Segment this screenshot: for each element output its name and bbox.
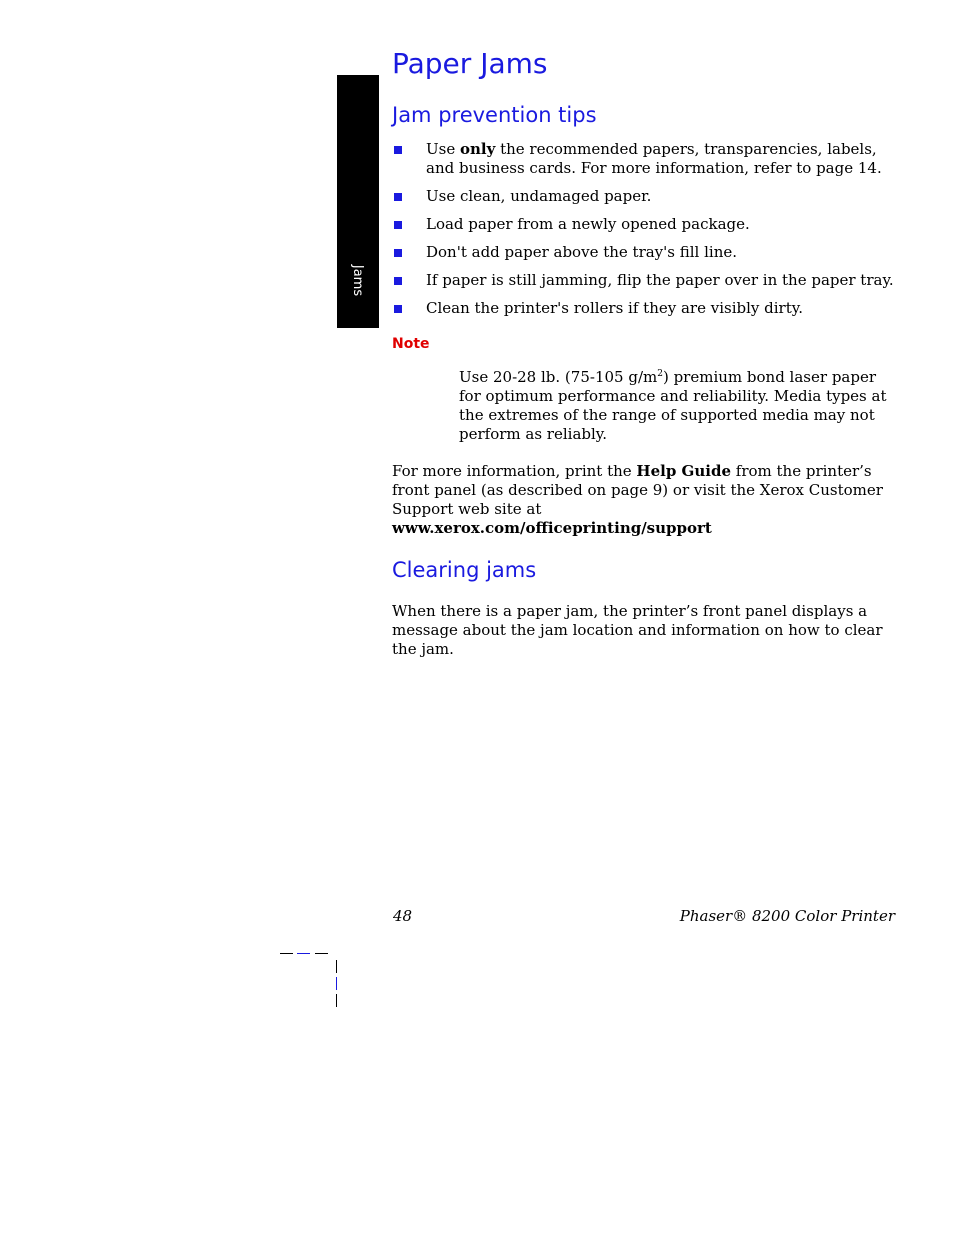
side-tab [337,75,379,328]
crop-mark [315,953,328,954]
square-bullet-icon [394,305,402,313]
list-item-text-bold: only [459,140,496,158]
section-heading-jam-prevention: Jam prevention tips [392,103,597,127]
more-info-text-pre: For more information, print the [392,462,637,480]
side-tab-label: Jams [350,264,366,296]
list-item [392,187,902,206]
note-superscript: 2 [657,369,663,379]
list-item-text: Don't add paper above the tray's fill line. [426,243,738,261]
footer-product-title: Phaser® 8200 Color Printer [679,907,895,925]
list-item [392,243,902,262]
square-bullet-icon [394,277,402,285]
crop-mark [336,960,337,973]
more-info-paragraph [392,462,897,538]
list-item-text-post: the recommended papers, transparencies, labels, and business cards. For more information, refer to page 14. [426,140,882,177]
list-item [392,299,902,318]
clearing-jams-paragraph: When there is a paper jam, the printer’s front panel displays a message about the jam location and information on how to clear the jam. [392,602,883,658]
note-text-post: ) premium bond laser paper for optimum performance and reliability. Media types at the extremes of the range of supported media may not perform as reliably. [459,368,887,443]
more-info-text-post: from the printer’s front panel (as described on page 9) or visit the Xerox Customer Support web site at [392,462,883,518]
square-bullet-icon [394,146,402,154]
list-item-text: Use clean, undamaged paper. [426,187,652,205]
crop-mark [336,977,337,990]
support-url: www.xerox.com/officeprinting/support [392,519,712,537]
square-bullet-icon [394,221,402,229]
page-title: Paper Jams [392,47,548,80]
list-item-text-pre: Use [426,140,460,158]
list-item [392,271,902,290]
list-item [392,140,902,178]
help-guide-text: Help Guide [636,462,731,480]
note-body [459,368,899,444]
page-number: 48 [393,907,413,925]
list-item-text: Load paper from a newly opened package. [426,215,750,233]
list-item-text: If paper is still jamming, flip the paper over in the paper tray. [426,271,894,289]
note-label: Note [392,336,430,352]
list-item [392,215,902,234]
crop-mark [336,994,337,1007]
square-bullet-icon [394,249,402,257]
square-bullet-icon [394,193,402,201]
side-tab-label-wrap [337,260,379,300]
jam-prevention-list [392,140,902,327]
note-text-pre: Use 20-28 lb. (75-105 g/m [459,368,658,386]
section-heading-clearing-jams: Clearing jams [392,558,537,582]
crop-mark [297,953,310,954]
list-item-text: Clean the printer's rollers if they are visibly dirty. [426,299,803,317]
crop-mark [280,953,293,954]
